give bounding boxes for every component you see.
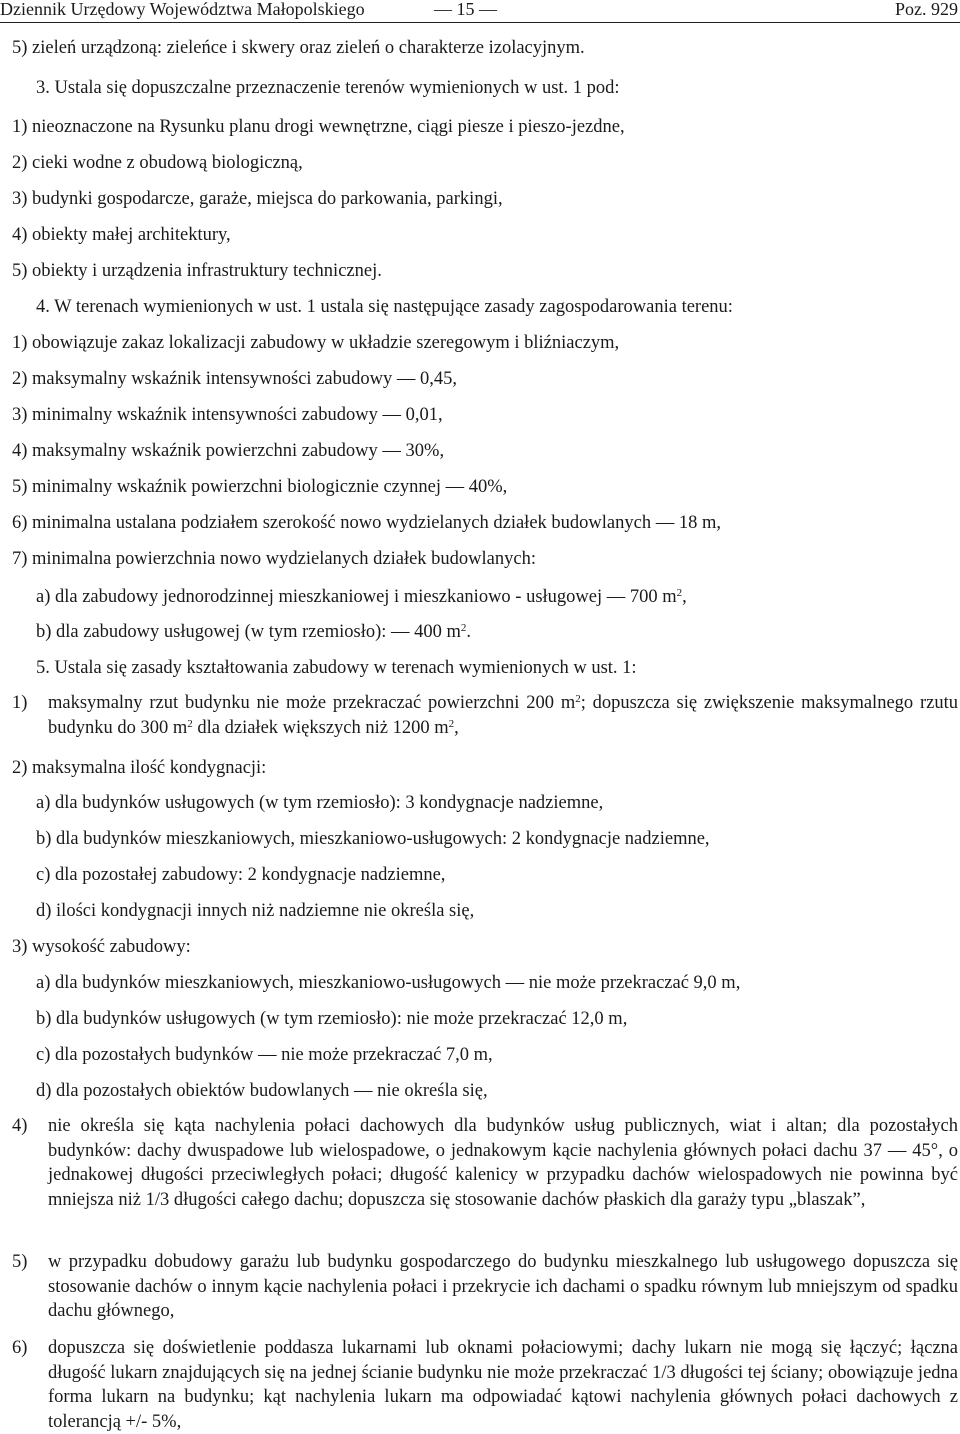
position-number: Poz. 929 [895, 0, 958, 19]
text-line: a) dla zabudowy jednorodzinnej mieszkaniowej i mieszkaniowo - usługowej — 700 $m^2$, [36, 587, 687, 607]
text-line: 5) minimalny wskaźnik powierzchni biologicznie czynnej — 40%, [12, 477, 508, 497]
text-line: 3) budynki gospodarcze, garaże, miejsca do parkowania, parkingi, [12, 189, 503, 209]
text-line: 7) minimalna powierzchnia nowo wydzielanych działek budowlanych: [12, 549, 536, 569]
text-line: b) dla budynków mieszkaniowych, mieszkaniowo-usługowych: 2 kondygnacje nadziemne, [36, 829, 710, 849]
text-line: 3) wysokość zabudowy: [12, 937, 191, 957]
numbered-paragraph: 5) w przypadku dobudowy garażu lub budynku gospodarczego do budynku mieszkalnego lub usługowego dopuszcza się stosowanie dachów o innym kącie nachylenia połaci i przekrycie ich dachami o spadku równym lub mniejszym od spadku dachu głównego, [12, 1252, 958, 1321]
text-line: c) dla pozostałej zabudowy: 2 kondygnacje nadziemne, [36, 865, 446, 885]
text-line: 4) maksymalny wskaźnik powierzchni zabudowy — 30%, [12, 441, 445, 461]
section-heading: 4. W terenach wymienionych w ust. 1 ustala się następujące zasady zagospodarowania terenu: [36, 297, 733, 317]
section-heading: 5. Ustala się zasady kształtowania zabudowy w terenach wymienionych w ust. 1: [36, 658, 637, 678]
text-line: d) ilości kondygnacji innych niż nadziemne nie określa się, [36, 901, 475, 921]
text-line: 5) zieleń urządzoną: zieleńce i skwery oraz zieleń o charakterze izolacyjnym. [12, 38, 585, 58]
text-line: b) dla zabudowy usługowej (w tym rzemiosło): — 400 $m^2$. [36, 622, 472, 642]
text-line: 3) minimalny wskaźnik intensywności zabudowy — 0,01, [12, 405, 443, 425]
text-line: 1) nieoznaczone na Rysunku planu drogi wewnętrzne, ciągi piesze i pieszo-jezdne, [12, 117, 625, 137]
text-line: c) dla pozostałych budynków — nie może przekraczać 7,0 m, [36, 1045, 493, 1065]
text-line: b) dla budynków usługowych (w tym rzemiosło): nie może przekraczać 12,0 m, [36, 1009, 628, 1029]
text-line: 5) obiekty i urządzenia infrastruktury technicznej. [12, 261, 382, 281]
text-line: a) dla budynków mieszkaniowych, mieszkaniowo-usługowych — nie może przekraczać 9,0 m, [36, 973, 741, 993]
text-line: 1) obowiązuje zakaz lokalizacji zabudowy w układzie szeregowym i bliźniaczym, [12, 333, 620, 353]
text-line: a) dla budynków usługowych (w tym rzemiosło): 3 kondygnacje nadziemne, [36, 793, 604, 813]
section-heading: 3. Ustala się dopuszczalne przeznaczenie terenów wymienionych w ust. 1 pod: [36, 78, 620, 98]
page-header [0, 0, 960, 23]
text-line: 4) obiekty małej architektury, [12, 225, 231, 245]
text-line: 2) maksymalna ilość kondygnacji: [12, 758, 267, 778]
numbered-paragraph: 4) nie określa się kąta nachylenia połaci dachowych dla budynków usług publicznych, wiat i altan; dla pozostałych budynków: dachy dwuspadowe lub wielospadowe, o jednakowym kącie nachylenia głównych połaci dachu 37 — 45°, o jednakowej długości przeciwległych połaci; długość kalenicy w przypadku dachów wielospadowych nie powinna być mniejsza niż 1/3 długości całego dachu; dopuszcza się stosowanie dachów płaskich dla garaży typu „blaszak”, [12, 1116, 958, 1210]
text-line: 6) minimalna ustalana podziałem szerokość nowo wydzielanych działek budowlanych — 18 m, [12, 513, 721, 533]
journal-title: Dziennik Urzędowy Województwa Małopolskiego [0, 0, 365, 19]
numbered-paragraph: 1) maksymalny rzut budynku nie może przekraczać powierzchni 200 $m^2$; dopuszcza się zwiększenie maksymalnego rzutu budynku do 300 $m^2$ dla działek większych niż 1200 $m^2$, [12, 693, 958, 738]
text-line: d) dla pozostałych obiektów budowlanych — nie określa się, [36, 1081, 488, 1101]
numbered-paragraph: 6) dopuszcza się doświetlenie poddasza lukarnami lub oknami połaciowymi; dachy lukarn nie mogą się łączyć; łączna długość lukarn znajdujących się na jednej ścianie budynku nie może przekraczać 1/3 długości tej ściany; obowiązuje jedna forma lukarn na budynku; kąt nachylenia lukarn ma odpowiadać kątowi nachylenia głównych połaci dachowych z tolerancją +/- 5%, [12, 1338, 958, 1432]
text-line: 2) cieki wodne z obudową biologiczną, [12, 153, 303, 173]
page-number: — 15 — [434, 0, 497, 19]
text-line: 2) maksymalny wskaźnik intensywności zabudowy — 0,45, [12, 369, 457, 389]
